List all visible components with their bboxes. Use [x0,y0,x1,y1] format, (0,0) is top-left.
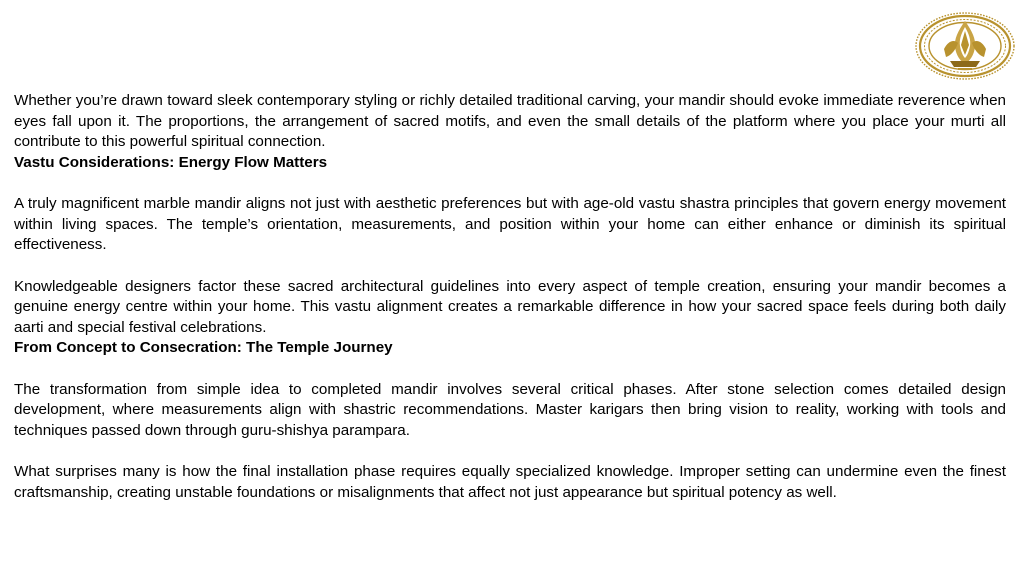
gold-mandir-emblem-icon [914,11,1016,81]
paragraph-design-reverence: Whether you’re drawn toward sleek contemporary styling or richly detailed traditional carving, your mandir should evoke immediate reverence when eyes fall upon it. The proportions, the arrangement of sacred motifs, and even the small details of the platform where you place your murti all contribute to this powerful spiritual connection. [14,92,1006,150]
paragraph-energy-centre: Knowledgeable designers factor these sacred architectural guidelines into every aspect of temple creation, ensuring your mandir becomes a genuine energy centre within your home. This vastu alignment creates a remarkable difference in how your sacred space feels during both daily aarti and special festival celebrations. [14,277,1006,336]
paragraph-spacer [14,173,1006,194]
paragraph-spacer [14,256,1006,277]
paragraph-installation-phase: What surprises many is how the final installation phase requires equally specialized knowledge. Improper setting can undermine even the finest craftsmanship, creating unstable foundations or misalignments that affect not just appearance but spiritual potency as well. [14,463,1006,501]
paragraph-spacer [14,441,1006,462]
paragraph-vastu-principles: A truly magnificent marble mandir aligns not just with aesthetic preferences but with age-old vastu shastra principles that govern energy movement within living spaces. The temple’s orientation, measurements, and position within your home can either enhance or diminish its spiritual effectiveness. [14,195,1006,253]
brand-logo [914,11,1016,81]
article-body [14,91,1006,503]
heading-vastu-considerations: Vastu Considerations: Energy Flow Matters [14,153,328,171]
paragraph-transformation-phases: The transformation from simple idea to completed mandir involves several critical phases. After stone selection comes detailed design development, where measurements align with shastric recommendations. Master karigars then bring vision to reality, working with tools and techniques passed down through guru-shishya parampara. [14,380,1006,439]
heading-temple-journey: From Concept to Consecration: The Temple Journey [14,339,393,356]
paragraph-spacer [14,359,1006,380]
